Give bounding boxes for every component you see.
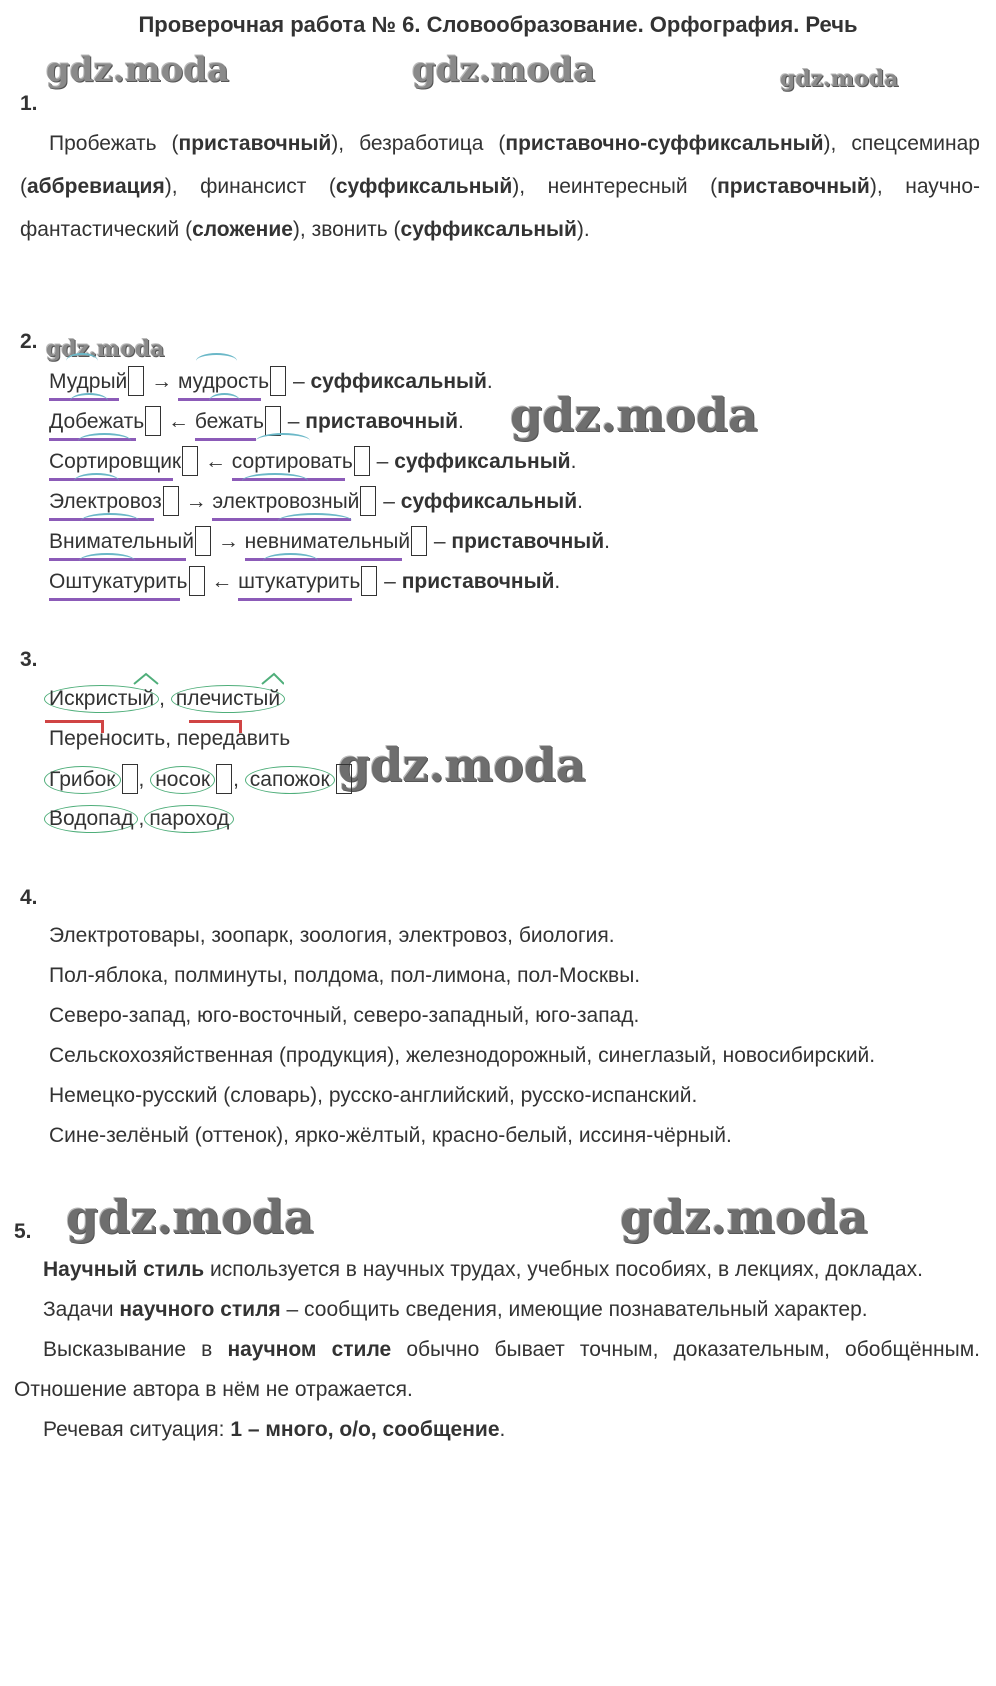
dash: – xyxy=(287,370,311,393)
word-oval: сапожок xyxy=(245,766,335,794)
section-3-line-1 xyxy=(44,684,285,714)
prefix-mark xyxy=(45,720,104,733)
section-3-line-4 xyxy=(44,804,234,834)
ending-box xyxy=(354,446,370,476)
comma: , xyxy=(138,807,145,830)
watermark: gdz.moda xyxy=(46,336,165,362)
section-4-line: Электротовары, зоопарк, зоология, электровоз, биология. xyxy=(49,924,615,947)
period: . xyxy=(458,410,464,433)
watermark: gdz.moda xyxy=(620,1190,868,1244)
derivation-arrow: ← xyxy=(199,450,232,473)
section-5-text xyxy=(14,1250,980,1450)
section-1-text: ), звонить ( xyxy=(292,218,401,241)
word-derived: сортировать xyxy=(232,447,353,477)
period: . xyxy=(577,490,583,513)
word-analyzed: Добежать xyxy=(49,407,144,437)
word-derived: невнимательный xyxy=(245,527,410,557)
root-arc xyxy=(196,353,237,369)
root-arc xyxy=(81,513,139,529)
period: . xyxy=(486,370,493,393)
formation-type: приставочный xyxy=(451,530,605,553)
ending-box xyxy=(361,566,377,596)
word-pair: Переносить, передавить xyxy=(49,727,291,750)
ending-box xyxy=(182,446,198,476)
section-1-text: ), безработица ( xyxy=(331,132,506,155)
word-analyzed: Мудрый xyxy=(49,367,127,397)
ending-box xyxy=(195,526,211,556)
derivation-arrow: → xyxy=(179,490,213,513)
section-1-text: ). xyxy=(576,218,590,241)
word-oval: Искристый xyxy=(44,685,159,713)
section-1-text: ), финансист ( xyxy=(164,175,336,198)
derivation-arrow: → xyxy=(145,370,178,393)
ending-box xyxy=(163,486,179,516)
dash: – xyxy=(428,530,452,553)
section-4-line: Сине-зелёный (оттенок), ярко-жёлтый, красно-белый, иссиня-чёрный. xyxy=(49,1124,732,1147)
section-1-text: ), научно-фантастический ( xyxy=(20,175,980,241)
word-derived: электровозный xyxy=(212,487,359,517)
word-oval: Грибок xyxy=(44,766,121,794)
section-4-line: Сельскохозяйственная (продукция), железнодорожный, синеглазый, новосибирский. xyxy=(49,1044,876,1067)
stem-underline xyxy=(195,438,256,441)
word-oval: носок xyxy=(150,766,215,794)
watermark: gdz.moda xyxy=(66,1190,314,1244)
root-arc xyxy=(70,393,108,409)
ending-box xyxy=(216,764,232,794)
dash: – xyxy=(370,450,395,473)
word-derived: штукатурить xyxy=(238,567,360,597)
watermark: gdz.moda xyxy=(46,50,230,90)
period: . xyxy=(554,570,561,593)
section-5-p1-bold: Научный стиль xyxy=(43,1258,205,1281)
section-2-row xyxy=(49,446,576,477)
ending-box xyxy=(122,764,138,794)
section-2-row xyxy=(49,526,610,557)
word-analyzed: Электровоз xyxy=(49,487,162,517)
section-4-text xyxy=(20,916,980,1156)
derivation-arrow: → xyxy=(211,530,245,553)
word-analyzed: Оштукатурить xyxy=(49,567,188,597)
section-5-p3-bold: научном стиле xyxy=(227,1338,392,1361)
period: . xyxy=(604,530,610,553)
root-arc xyxy=(242,473,308,489)
ending-box xyxy=(128,366,144,396)
word-oval: пароход xyxy=(144,805,234,833)
section-1-text: ), спецсеминар ( xyxy=(20,132,980,198)
section-5-p3-text: обычно бывает точным, доказательным, обобщённым. Отношение автора в нём не отражается. xyxy=(14,1338,980,1401)
ending-box xyxy=(189,566,205,596)
prefix-mark xyxy=(189,720,242,733)
section-1-bold: приставочный xyxy=(717,175,870,198)
root-arc-icon xyxy=(104,672,284,686)
section-5-p4-bold: 1 – много, о/о, сообщение xyxy=(230,1418,500,1441)
word-derived: мудрость xyxy=(178,367,269,397)
section-4-line: Северо-запад, юго-восточный, северо-западный, юго-запад. xyxy=(49,1004,640,1027)
section-2-row xyxy=(49,366,493,397)
section-5-p2-text: Задачи xyxy=(43,1298,120,1321)
section-5-p2-text: – сообщить сведения, имеющие познавательный характер. xyxy=(280,1298,868,1321)
section-3-line-3 xyxy=(44,764,353,795)
section-1-bold: сложение xyxy=(192,218,293,241)
ending-box xyxy=(145,406,161,436)
dash: – xyxy=(378,570,402,593)
watermark: gdz.moda xyxy=(780,66,899,92)
ending-box xyxy=(411,526,427,556)
root-arc xyxy=(78,433,131,449)
section-5-p1-text: используется в научных трудах, учебных пособиях, в лекциях, докладах. xyxy=(204,1258,923,1281)
section-3-line-2 xyxy=(49,724,290,754)
section-3-number: 3. xyxy=(20,648,38,671)
watermark: gdz.moda xyxy=(412,50,596,90)
period: . xyxy=(570,450,577,473)
section-1-bold: суффиксальный xyxy=(335,175,513,198)
derivation-arrow: ← xyxy=(162,410,195,433)
watermark: gdz.moda xyxy=(338,738,586,792)
section-1-number: 1. xyxy=(20,92,38,115)
comma: , xyxy=(138,768,145,791)
root-arc xyxy=(263,553,318,569)
section-1-bold: приставочно-суффиксальный xyxy=(505,132,824,155)
formation-type: приставочный xyxy=(305,410,459,433)
dash: – xyxy=(377,490,401,513)
root-arc xyxy=(79,553,134,569)
word-analyzed: Сортировщик xyxy=(49,447,181,477)
section-5-p3-text: Высказывание в xyxy=(43,1338,228,1361)
section-1-text xyxy=(20,122,980,251)
section-5-p4-text: . xyxy=(499,1418,506,1441)
ending-box xyxy=(265,406,281,436)
stem-underline xyxy=(49,598,180,601)
word-oval: плечистый xyxy=(171,685,285,713)
watermark: gdz.moda xyxy=(510,388,758,442)
section-5-p4-text: Речевая ситуация: xyxy=(43,1418,231,1441)
formation-type: суффиксальный xyxy=(394,450,571,473)
section-4-number: 4. xyxy=(20,886,38,909)
section-4-line: Немецко-русский (словарь), русско-английский, русско-испанский. xyxy=(49,1084,698,1107)
word-oval: Водопад xyxy=(44,805,138,833)
word-derived: бежать xyxy=(195,407,264,437)
section-1-bold: аббревиация xyxy=(27,175,165,198)
section-2-row xyxy=(49,566,560,597)
section-1-text: Пробежать ( xyxy=(49,132,179,155)
section-1-bold: суффиксальный xyxy=(400,218,577,241)
section-2-number: 2. xyxy=(20,330,38,353)
formation-type: приставочный xyxy=(401,570,555,593)
derivation-arrow: ← xyxy=(205,570,239,593)
page-title: Проверочная работа № 6. Словообразование. Орфография. Речь xyxy=(138,12,858,37)
ending-box xyxy=(360,486,376,516)
section-1-bold: приставочный xyxy=(178,132,332,155)
root-arc xyxy=(66,353,97,369)
dash: – xyxy=(281,410,306,433)
root-arc xyxy=(278,513,352,529)
formation-type: суффиксальный xyxy=(310,370,487,393)
stem-underline xyxy=(238,598,352,601)
section-1-text: ), неинтересный ( xyxy=(512,175,718,198)
root-arc xyxy=(256,433,310,449)
section-5-number: 5. xyxy=(14,1220,32,1243)
word-analyzed: Внимательный xyxy=(49,527,194,557)
root-arc xyxy=(74,473,119,489)
ending-box xyxy=(336,764,352,794)
comma: , xyxy=(233,768,239,791)
section-4-line: Пол-яблока, полминуты, полдома, пол-лимона, пол-Москвы. xyxy=(49,964,641,987)
section-5-p2-bold: научного стиля xyxy=(119,1298,281,1321)
ending-box xyxy=(270,366,286,396)
comma: , xyxy=(159,687,165,710)
root-arc xyxy=(209,393,240,409)
formation-type: суффиксальный xyxy=(400,490,578,513)
